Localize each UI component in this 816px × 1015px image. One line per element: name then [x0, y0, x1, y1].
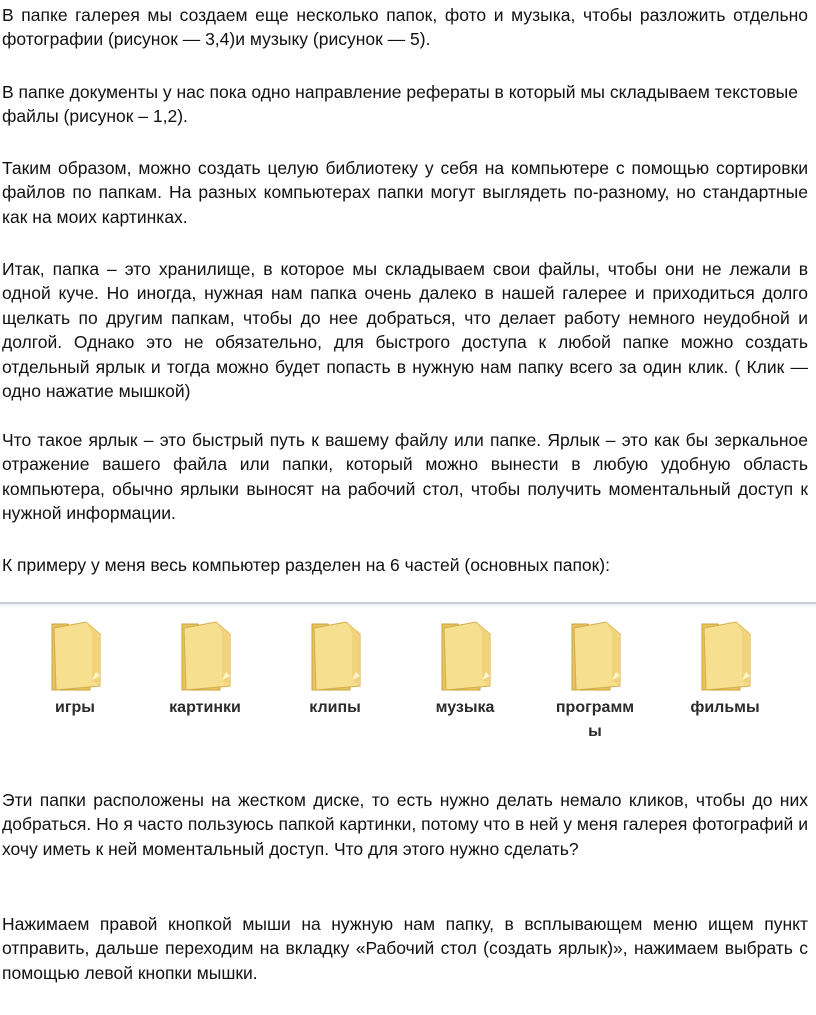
folder-pictures[interactable]: [150, 620, 260, 720]
folder-clips[interactable]: [280, 620, 390, 720]
folder-label: музыка: [435, 699, 495, 716]
paragraph-5: Что такое ярлык – это быстрый путь к вашему файлу или папке. Ярлык – это как бы зеркальное отражение вашего файла или папки, который можно вынести в любую удобную область компьютера, обычно ярлыки выносят на рабочий стол, чтобы получить моментальный доступ к нужной информации.: [2, 430, 808, 524]
paragraph-8: Нажимаем правой кнопкой мыши на нужную нам папку, в всплывающем меню ищем пункт отправить, дальше переходим на вкладку «Рабочий стол (создать ярлык)», нажимаем выбрать с помощью левой кнопки мышки.: [2, 914, 808, 983]
paragraph-1: В папке галерея мы создаем еще несколько папок, фото и музыка, чтобы разложить отдельно фотографии (рисунок — 3,4)и музыку (рисунок — 5).: [2, 5, 808, 50]
folder-label: фильмы: [690, 699, 760, 716]
folder-programs[interactable]: [540, 620, 650, 744]
folder-icon: [20, 620, 130, 692]
paragraph-3: Таким образом, можно создать целую библиотеку у себя на компьютере с помощью сортировки файлов по папкам. На разных компьютерах папки могут выглядеть по-разному, но стандартные как на моих картинках.: [2, 158, 808, 227]
paragraph-7: Эти папки расположены на жестком диске, то есть нужно делать немало кликов, чтобы до них добраться. Но я часто пользуюсь папкой картинки, потому что в ней у меня галерея фотографий и хочу иметь к ней моментальный доступ. Что для этого нужно сделать?: [2, 790, 808, 859]
folder-icon: [670, 620, 780, 692]
folder-icon: [150, 620, 260, 692]
folder-strip: [0, 602, 816, 757]
folder-icon: [280, 620, 390, 692]
folder-label: клипы: [309, 699, 361, 716]
folder-music[interactable]: [410, 620, 520, 720]
folder-label: программы: [555, 699, 635, 740]
paragraph-6: К примеру у меня весь компьютер разделен на 6 частей (основных папок):: [2, 555, 610, 575]
folder-movies[interactable]: [670, 620, 780, 720]
folder-icon: [540, 620, 650, 692]
folder-games[interactable]: [20, 620, 130, 720]
folder-icon: [410, 620, 520, 692]
folder-label: картинки: [169, 699, 241, 716]
paragraph-2: В папке документы у нас пока одно направление рефераты в который мы складываем текстовые файлы (рисунок – 1,2).: [2, 82, 798, 127]
folder-label: игры: [55, 699, 95, 716]
paragraph-4: Итак, папка – это хранилище, в которое мы складываем свои файлы, чтобы они не лежали в одной куче. Но иногда, нужная нам папка очень далеко в нашей галерее и приходиться долго щелкать по другим папкам, чтобы до нее добраться, что делает работу немного неудобной и долгой. Однако это не обязательно, для быстрого доступа к любой папке можно создать отдельный ярлык и тогда можно будет попасть в нужную нам папку всего за один клик. ( Клик — одно нажатие мышкой): [2, 259, 808, 402]
